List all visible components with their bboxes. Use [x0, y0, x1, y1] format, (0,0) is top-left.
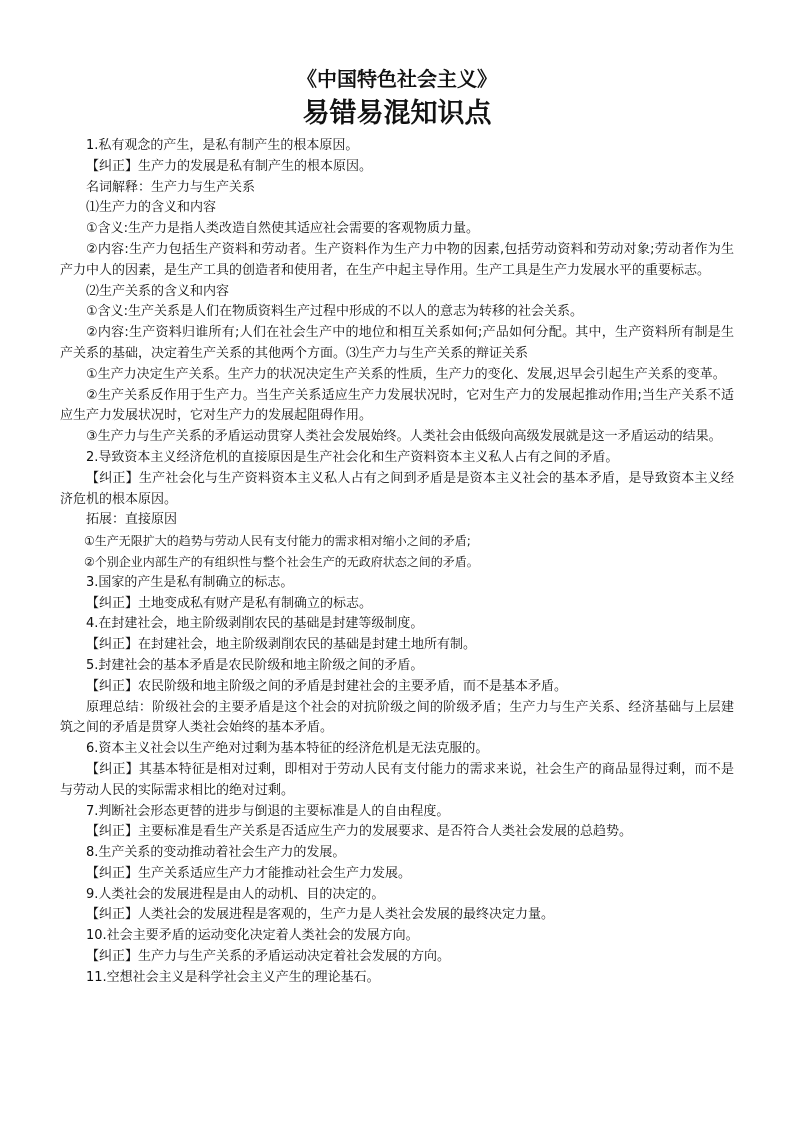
paragraph: ⑵生产关系的含义和内容: [86, 283, 230, 299]
paragraph: ①含义:生产关系是人们在物质资料生产过程中形成的不以人的意志为转移的社会关系。: [86, 304, 584, 320]
paragraph: ②生产关系反作用于生产力。当生产关系适应生产力发展状况时，它对生产力的发展起推动作用;当生产关系不适应生产力发展状况时，它对生产力的发展起阻碍作用。: [60, 387, 734, 424]
paragraph: 【纠正】人类社会的发展进程是客观的，生产力是人类社会发展的最终决定力量。: [86, 907, 555, 923]
paragraph: 【纠正】生产力与生产关系的矛盾运动决定着社会发展的方向。: [86, 949, 451, 965]
paragraph: ①含义:生产力是指人类改造自然使其适应社会需要的客观物质力量。: [86, 221, 480, 237]
paragraph: 2.导致资本主义经济危机的直接原因是生产社会化和生产资料资本主义私人占有之间的矛盾。: [86, 449, 619, 465]
paragraph: ②内容:生产资料归谁所有;人们在社会生产中的地位和相互关系如何;产品如何分配。其中，生产资料所有制是生产关系的基础，决定着生产关系的其他两个方面。⑶生产力与生产关系的辩证关系: [60, 325, 734, 361]
paragraph: 【纠正】生产社会化与生产资料资本主义私人占有之间到矛盾是是资本主义社会的基本矛盾，是导致资本主义经济危机的根本原因。: [60, 470, 734, 507]
paragraph: 【纠正】生产力的发展是私有制产生的根本原因。: [86, 158, 373, 174]
document-title: 《中国特色社会主义》: [297, 67, 497, 91]
paragraph: 5.封建社会的基本矛盾是农民阶级和地主阶级之间的矛盾。: [86, 657, 424, 673]
paragraph: ②内容:生产力包括生产资料和劳动者。生产资料作为生产力中物的因素,包括劳动资料和劳动对象;劳动者作为生产力中人的因素，是生产工具的创造者和使用者，在生产中起主导作用。生产工具是生产力发展水平的重要标志。: [60, 241, 734, 278]
paragraph: 原理总结：阶级社会的主要矛盾是这个社会的对抗阶级之间的阶级矛盾；生产力与生产关系、经济基础与上层建筑之间的矛盾是贯穿人类社会始终的基本矛盾。: [60, 699, 734, 736]
paragraph: ①生产无限扩大的趋势与劳动人民有支付能力的需求相对缩小之间的矛盾;: [84, 534, 471, 549]
paragraph: ⑴生产力的含义和内容: [86, 200, 217, 216]
document-body: [60, 136, 734, 989]
paragraph: 4.在封建社会，地主阶级剥削农民的基础是封建等级制度。: [86, 616, 424, 632]
paragraph: 【纠正】其基本特征是相对过剩，即相对于劳动人民有支付能力的需求来说，社会生产的商品显得过剩，而不是与劳动人民的实际需求相比的绝对过剩。: [60, 761, 734, 798]
paragraph: 【纠正】主要标准是看生产关系是否适应生产力的发展要求、是否符合人类社会发展的总趋势。: [86, 824, 633, 840]
paragraph: 【纠正】土地变成私有财产是私有制确立的标志。: [86, 595, 373, 611]
paragraph: 11.空想社会主义是科学社会主义产生的理论基石。: [86, 969, 380, 985]
paragraph: ③生产力与生产关系的矛盾运动贯穿人类社会发展始终。人类社会由低级向高级发展就是这一矛盾运动的结果。: [86, 429, 722, 445]
paragraph: 【纠正】农民阶级和地主阶级之间的矛盾是封建社会的主要矛盾，而不是基本矛盾。: [86, 678, 568, 694]
document-subtitle: 易错易混知识点: [302, 98, 492, 129]
paragraph: ①生产力决定生产关系。生产力的状况决定生产关系的性质，生产力的变化、发展,迟早会引起生产关系的变革。: [86, 366, 726, 382]
paragraph: 名词解释：生产力与生产关系: [86, 179, 256, 195]
paragraph: 【纠正】在封建社会，地主阶级剥削农民的基础是封建土地所有制。: [86, 637, 477, 653]
paragraph: 3.国家的产生是私有制确立的标志。: [86, 574, 294, 590]
paragraph: 9.人类社会的发展进程是由人的动机、目的决定的。: [86, 886, 385, 902]
paragraph: 1.私有观念的产生，是私有制产生的根本原因。: [86, 138, 359, 153]
paragraph: 【纠正】生产关系适应生产力才能推动社会生产力发展。: [86, 865, 412, 881]
paragraph: 10.社会主要矛盾的运动变化决定着人类社会的发展方向。: [86, 928, 419, 944]
paragraph: ②个别企业内部生产的有组织性与整个社会生产的无政府状态之间的矛盾。: [84, 554, 479, 569]
paragraph: 6.资本主义社会以生产绝对过剩为基本特征的经济危机是无法克服的。: [86, 741, 489, 757]
paragraph: 拓展：直接原因: [86, 512, 178, 528]
paragraph: 8.生产关系的变动推动着社会生产力的发展。: [86, 845, 346, 861]
paragraph: 7.判断社会形态更替的进步与倒退的主要标准是人的自由程度。: [86, 803, 450, 819]
